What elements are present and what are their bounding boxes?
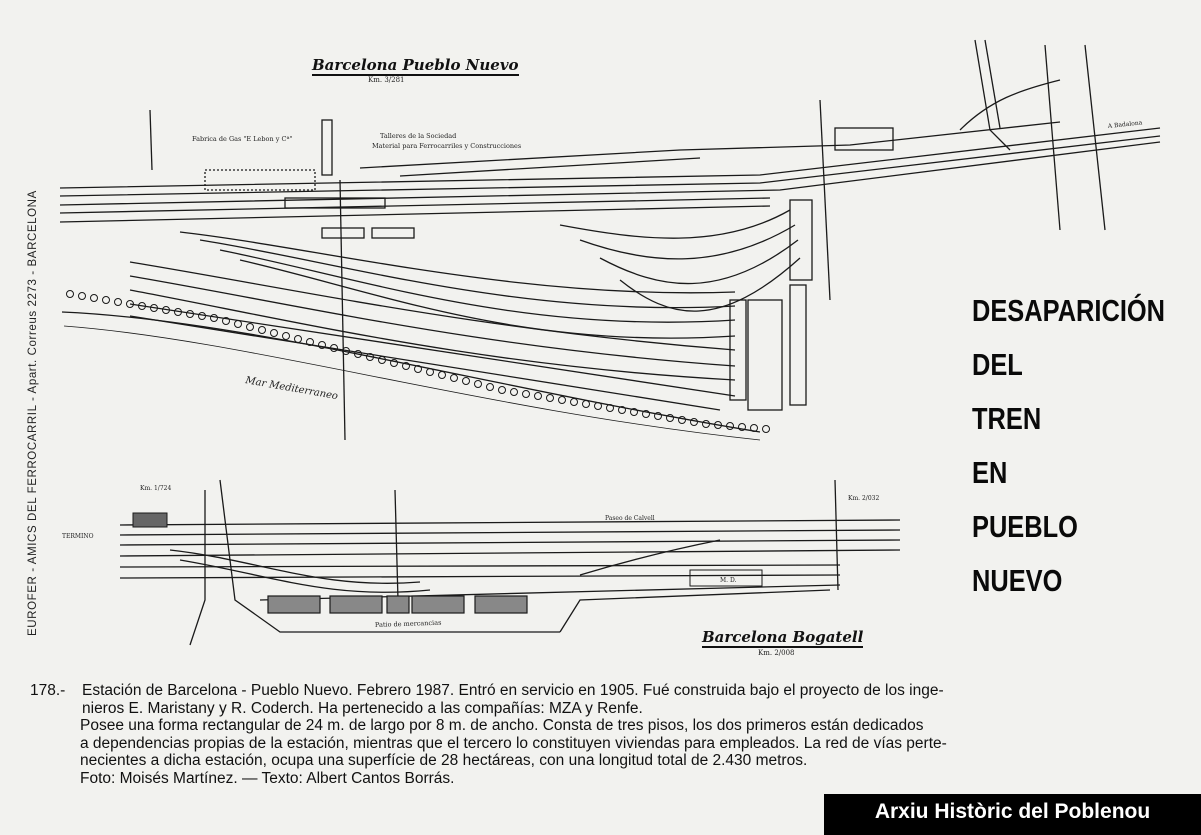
km-left-label: Km. 1/724 (140, 485, 172, 492)
headline (972, 288, 1165, 612)
caption-line-5: necientes a dicha estación, ocupa una superfície de 28 hectáreas, con una longitud total de 2.430 metros. (80, 752, 808, 770)
upper-plan-km: Km. 3/281 (368, 76, 405, 84)
headline-line-6: NUEVO (972, 563, 1063, 598)
headline-line-5: PUEBLO (972, 509, 1078, 544)
factory-label: Fabrica de Gas "E Lebon y Cª" (192, 135, 293, 143)
direction-label: A Badalona (1107, 119, 1143, 130)
lower-plan-title: Barcelona Bogatell (702, 628, 864, 646)
lower-plan-km: Km. 2/008 (758, 649, 795, 657)
caption-line-3: Posee una forma rectangular de 24 m. de largo por 8 m. de ancho. Consta de tres pisos, los dos primeros están dedicados (80, 717, 924, 735)
headline-line-4: EN (972, 455, 1008, 490)
sea-label: Mar Mediterraneo (244, 375, 339, 403)
workshops-label-1: Talleres de la Sociedad (380, 132, 457, 140)
freight-sheds (268, 596, 527, 613)
archive-badge: Arxiu Històric del Poblenou (824, 794, 1201, 835)
caption (30, 682, 1180, 788)
paseo-label: Paseo de Calvell (605, 515, 655, 522)
headline-line-3: TREN (972, 401, 1042, 436)
km-right-label: Km. 2/032 (848, 495, 880, 502)
terminus-label: TERMINO (62, 533, 94, 540)
caption-line-6: Foto: Moisés Martínez. — Texto: Albert Cantos Borrás. (80, 769, 455, 787)
headline-line-1: DESAPARICIÓN (972, 293, 1166, 328)
caption-number: 178.- (30, 682, 66, 699)
caption-line-4: a dependencias propias de la estación, mientras que el tercero lo constituyen viviendas para empleados. La red de vías perte- (80, 734, 947, 752)
upper-plan-title: Barcelona Pueblo Nuevo (312, 56, 519, 74)
caption-line-2: nieros E. Maristany y R. Coderch. Ha pertenecido a las compañías: MZA y Renfe. (82, 699, 643, 717)
md-label: M. D. (720, 577, 737, 584)
workshops-label-2: Material para Ferrocarriles y Construcciones (372, 142, 522, 150)
side-credit: EUROFER - AMICS DEL FERROCARRIL - Apart. Correus 2273 - BARCELONA (27, 190, 39, 636)
caption-line-1: Estación de Barcelona - Pueblo Nuevo. Febrero 1987. Entró en servicio en 1905. Fué construida bajo el proyecto de los inge- (82, 682, 944, 699)
headline-line-2: DEL (972, 347, 1023, 382)
patio-label: Patio de mercancias (374, 618, 442, 629)
